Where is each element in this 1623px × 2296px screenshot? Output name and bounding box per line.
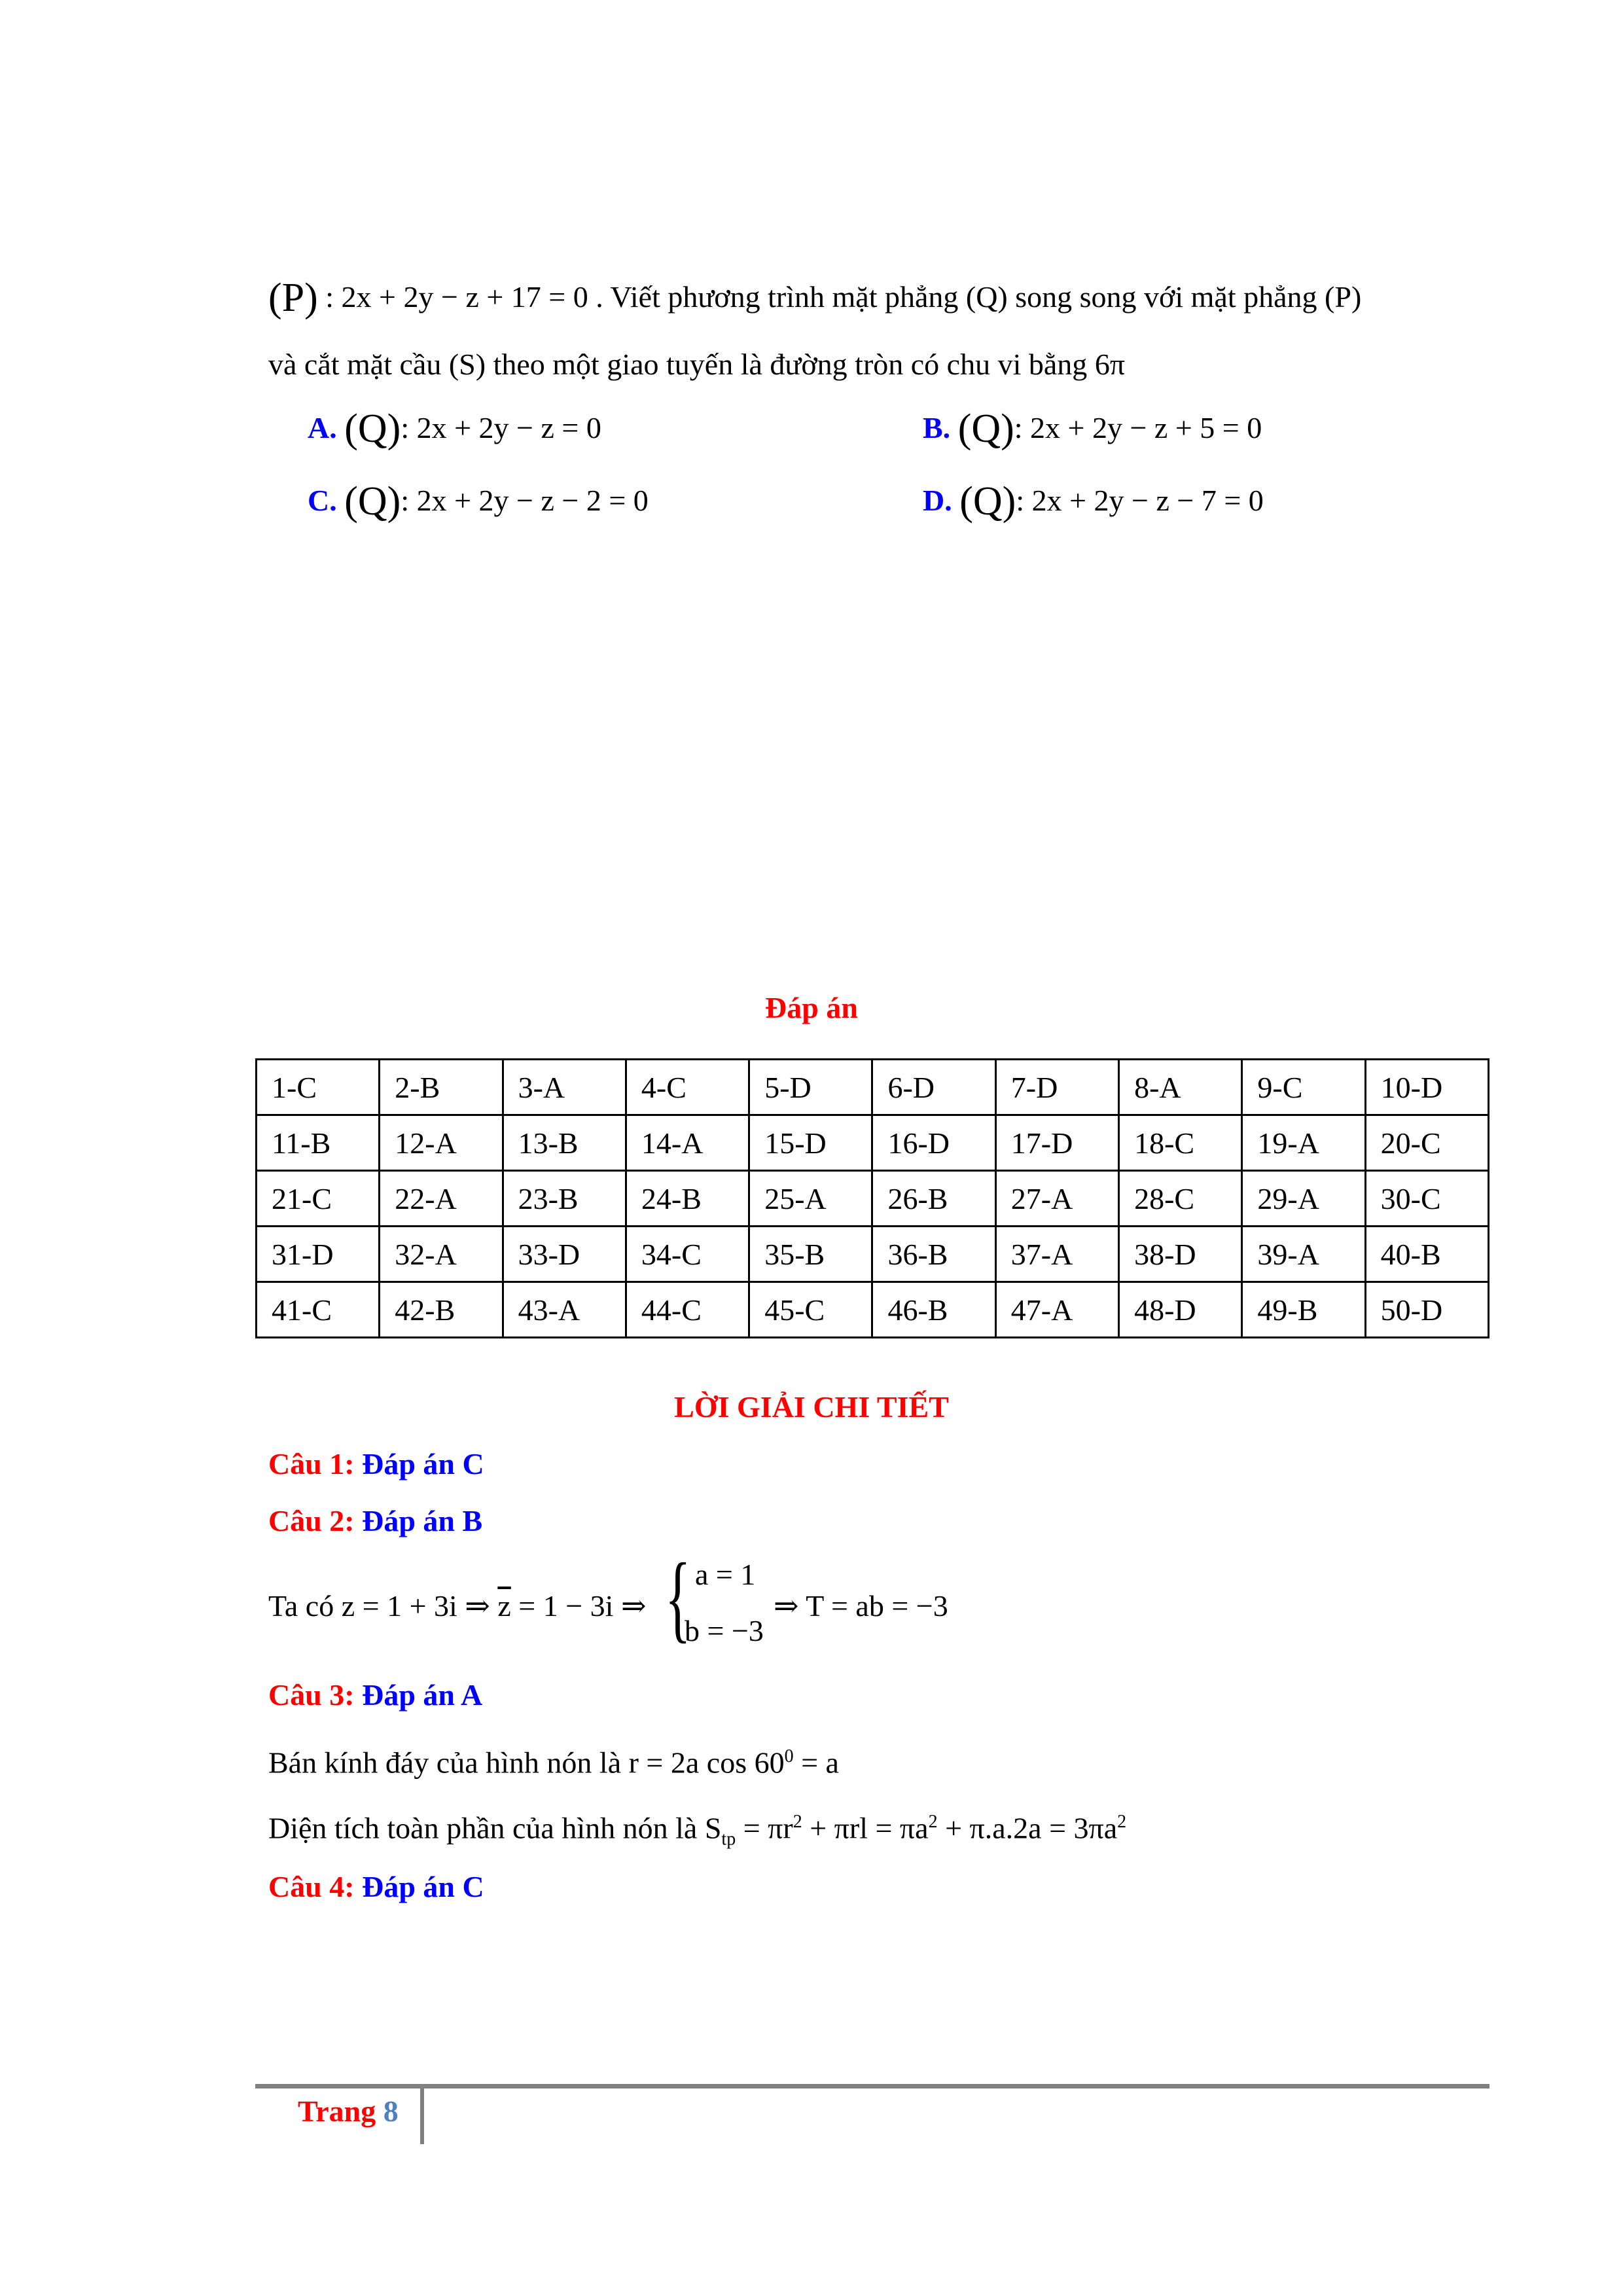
answer-cell: 18-C xyxy=(1119,1115,1242,1171)
answer-cell: 19-A xyxy=(1242,1115,1365,1171)
answer-key-table xyxy=(255,1058,1489,1338)
q3-area-a: = πr xyxy=(743,1811,793,1845)
answer-cell: 37-A xyxy=(995,1227,1118,1282)
answer-cell: 50-D xyxy=(1365,1282,1488,1338)
footer-vertical-bar xyxy=(420,2087,424,2144)
answer-cell: 31-D xyxy=(257,1227,380,1282)
solution-q4 xyxy=(268,1867,484,1907)
circumference-value: 6π xyxy=(1094,348,1126,381)
answer-cell: 23-B xyxy=(503,1171,626,1227)
answer-cell: 15-D xyxy=(749,1115,872,1171)
answer-cell: 35-B xyxy=(749,1227,872,1282)
answer-cell: 47-A xyxy=(995,1282,1118,1338)
option-d-equation: : 2x + 2y − z − 7 = 0 xyxy=(1016,484,1264,517)
answer-cell: 46-B xyxy=(872,1282,995,1338)
q2-system-brace: { xyxy=(665,1543,691,1652)
q3-line2-text: Diện tích toàn phần của hình nón là xyxy=(268,1811,698,1845)
option-c-plane: (Q) xyxy=(344,479,401,524)
answer-cell: 5-D xyxy=(749,1060,872,1115)
page-word: Trang xyxy=(298,2094,376,2128)
option-c xyxy=(308,479,649,524)
solution-q2 xyxy=(268,1501,482,1541)
answer-cell: 11-B xyxy=(257,1115,380,1171)
answer-cell: 16-D xyxy=(872,1115,995,1171)
q2-eq1: z = 1 + 3i ⇒ xyxy=(341,1589,490,1623)
answer-cell: 45-C xyxy=(749,1282,872,1338)
q3-line1-end: = a xyxy=(801,1746,839,1780)
option-c-label: C. xyxy=(308,484,337,517)
q2-answer: Đáp án B xyxy=(362,1504,483,1537)
q4-label: Câu 4: xyxy=(268,1870,355,1903)
option-b-equation: : 2x + 2y − z + 5 = 0 xyxy=(1014,411,1262,444)
q3-label: Câu 3: xyxy=(268,1678,355,1712)
answer-cell: 20-C xyxy=(1365,1115,1488,1171)
q3-area-b: + πrl = πa xyxy=(810,1811,929,1845)
q2-system-b: b = −3 xyxy=(685,1614,764,1647)
answer-cell: 26-B xyxy=(872,1171,995,1227)
answer-cell: 13-B xyxy=(503,1115,626,1171)
page-footer xyxy=(298,2092,399,2131)
answer-key-title: Đáp án xyxy=(765,991,858,1024)
q3-sub-tp: tp xyxy=(721,1829,736,1850)
answer-cell: 9-C xyxy=(1242,1060,1365,1115)
plane-p-name: (P) xyxy=(268,276,318,320)
answer-cell: 44-C xyxy=(626,1282,749,1338)
question-text-1: Viết phương trình mặt phẳng (Q) song song với mặt phẳng (P) xyxy=(610,280,1362,314)
footer-divider xyxy=(255,2084,1489,2089)
answer-cell: 42-B xyxy=(380,1282,503,1338)
answer-cell: 29-A xyxy=(1242,1171,1365,1227)
q3-sup-1: 2 xyxy=(793,1812,802,1832)
q3-sup-3: 2 xyxy=(1117,1812,1127,1832)
answer-cell: 48-D xyxy=(1119,1282,1242,1338)
answer-cell: 25-A xyxy=(749,1171,872,1227)
answer-cell: 7-D xyxy=(995,1060,1118,1115)
q3-area-c: + π.a.2a = 3πa xyxy=(945,1811,1118,1845)
answer-cell: 32-A xyxy=(380,1227,503,1282)
question-line-2 xyxy=(268,345,1125,384)
answer-cell: 40-B xyxy=(1365,1227,1488,1282)
page-number: 8 xyxy=(383,2094,399,2128)
q3-line1-eq: r = 2a cos 60 xyxy=(628,1746,785,1780)
option-a-label: A. xyxy=(308,411,337,444)
answer-row xyxy=(257,1060,1489,1115)
q2-label: Câu 2: xyxy=(268,1504,355,1537)
question-text-2: và cắt mặt cầu (S) theo một giao tuyến là đường tròn có chu vi bằng xyxy=(268,348,1088,381)
option-b xyxy=(923,406,1262,451)
option-a-plane: (Q) xyxy=(344,406,401,451)
option-a xyxy=(308,406,601,451)
q3-sup-2: 2 xyxy=(928,1812,938,1832)
plane-p-equation: : 2x + 2y − z + 17 = 0 . xyxy=(325,280,603,314)
solution-q3 xyxy=(268,1676,482,1715)
q4-answer: Đáp án C xyxy=(362,1870,484,1903)
q1-answer: Đáp án C xyxy=(362,1447,484,1480)
q1-label: Câu 1: xyxy=(268,1447,355,1480)
option-b-label: B. xyxy=(923,411,951,444)
answer-cell: 22-A xyxy=(380,1171,503,1227)
option-a-equation: : 2x + 2y − z = 0 xyxy=(401,411,601,444)
q3-line-1 xyxy=(268,1737,839,1782)
answer-cell: 43-A xyxy=(503,1282,626,1338)
answer-cell: 4-C xyxy=(626,1060,749,1115)
answer-cell: 33-D xyxy=(503,1227,626,1282)
answer-row xyxy=(257,1171,1489,1227)
option-d-label: D. xyxy=(923,484,952,517)
answer-cell: 34-C xyxy=(626,1227,749,1282)
answer-cell: 21-C xyxy=(257,1171,380,1227)
answer-cell: 2-B xyxy=(380,1060,503,1115)
option-d-plane: (Q) xyxy=(959,479,1016,524)
answer-cell: 36-B xyxy=(872,1227,995,1282)
answer-row xyxy=(257,1115,1489,1171)
q3-s: S xyxy=(704,1811,722,1845)
q2-prefix: Ta có xyxy=(268,1589,334,1623)
answer-cell: 10-D xyxy=(1365,1060,1488,1115)
option-b-plane: (Q) xyxy=(957,406,1014,451)
answer-cell: 30-C xyxy=(1365,1171,1488,1227)
answer-cell: 28-C xyxy=(1119,1171,1242,1227)
answer-cell: 12-A xyxy=(380,1115,503,1171)
answer-cell: 17-D xyxy=(995,1115,1118,1171)
answer-cell: 8-A xyxy=(1119,1060,1242,1115)
answer-cell: 24-B xyxy=(626,1171,749,1227)
q2-result: ⇒ T = ab = −3 xyxy=(774,1589,948,1623)
answer-row xyxy=(257,1227,1489,1282)
solution-q1 xyxy=(268,1444,484,1484)
answer-cell: 3-A xyxy=(503,1060,626,1115)
answer-cell: 49-B xyxy=(1242,1282,1365,1338)
q2-working xyxy=(268,1587,647,1626)
question-line-1 xyxy=(268,276,1362,320)
answer-cell: 27-A xyxy=(995,1171,1118,1227)
q3-line1-text: Bán kính đáy của hình nón là xyxy=(268,1746,622,1780)
q2-system-a: a = 1 xyxy=(695,1558,756,1591)
q2-eq2: = 1 − 3i ⇒ xyxy=(518,1589,647,1623)
option-c-equation: : 2x + 2y − z − 2 = 0 xyxy=(401,484,649,517)
answer-row xyxy=(257,1282,1489,1338)
solutions-title: LỜI GIẢI CHI TIẾT xyxy=(674,1390,949,1424)
q3-answer: Đáp án A xyxy=(362,1678,483,1712)
q3-line-2 xyxy=(268,1803,1126,1859)
q2-zbar: $\overline{z}$ xyxy=(497,1589,511,1623)
q3-degree: 0 xyxy=(784,1746,794,1767)
option-d xyxy=(923,479,1264,524)
answer-cell: 6-D xyxy=(872,1060,995,1115)
answer-cell: 14-A xyxy=(626,1115,749,1171)
answer-cell: 39-A xyxy=(1242,1227,1365,1282)
answer-cell: 38-D xyxy=(1119,1227,1242,1282)
answer-cell: 41-C xyxy=(257,1282,380,1338)
answer-cell: 1-C xyxy=(257,1060,380,1115)
